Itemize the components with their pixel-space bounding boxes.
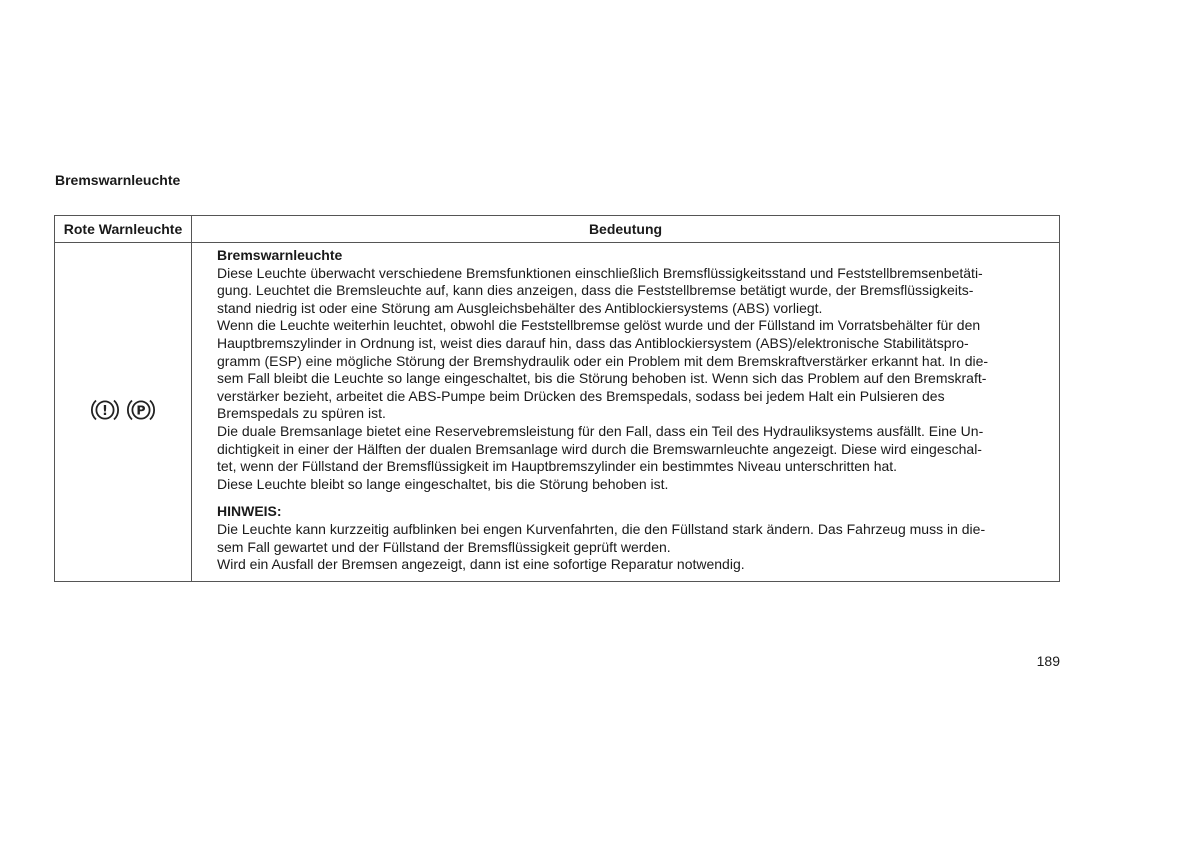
description-line: gramm (ESP) eine mögliche Störung der Bremshydraulik oder ein Problem mit dem Bremskraftverstärker erkannt hat. In die- (217, 352, 989, 369)
description-line: Diese Leuchte bleibt so lange eingeschaltet, bis die Störung behoben ist. (217, 475, 669, 492)
p-glyph: P (136, 402, 146, 418)
meaning-cell (192, 243, 1060, 582)
page-number: 189 (1036, 653, 1060, 669)
description-line: verstärker bezieht, arbeitet die ABS-Pumpe beim Drücken des Bremspedals, sodass bei jedem Halt ein Pulsieren des (217, 387, 945, 404)
header-warning-light: Rote Warnleuchte (55, 216, 192, 243)
description-line: Bremspedals zu spüren ist. (217, 405, 386, 422)
description-line: gung. Leuchtet die Bremsleuchte auf, kann dies anzeigen, dass die Feststellbremse betätigt wurde, der Bremsflüssigkeits- (217, 282, 974, 299)
description-line: Wenn die Leuchte weiterhin leuchtet, obwohl die Feststellbremse gelöst wurde und der Füllstand im Vorratsbehälter für den (217, 317, 981, 334)
parking-brake-icon (126, 398, 156, 422)
table-row (55, 243, 1060, 582)
description-line: Hauptbremszylinder in Ordnung ist, weist dies darauf hin, dass das Antiblockiersystem (ABS)/elektronische Stabilitätspro- (217, 334, 969, 351)
exclamation-glyph: ! (102, 404, 108, 420)
warning-light-cell (55, 243, 192, 582)
section-title: Bremswarnleuchte (55, 172, 181, 188)
brake-exclamation-icon (90, 398, 120, 422)
note-line: sem Fall gewartet und der Füllstand der Bremsflüssigkeit geprüft werden. (217, 538, 671, 555)
entry-title: Bremswarnleuchte (217, 247, 343, 263)
note-line: Wird ein Ausfall der Bremsen angezeigt, dann ist eine sofortige Reparatur notwendig. (217, 556, 745, 573)
description-line: Die duale Bremsanlage bietet eine Reservebremsleistung für den Fall, dass ein Teil des Hydrauliksystems ausfällt. Eine Un- (217, 422, 984, 439)
brake-warning-symbols (90, 398, 156, 422)
description-line: stand niedrig ist oder eine Störung am Ausgleichsbehälter des Antiblockiersystems (ABS) vorliegt. (217, 299, 823, 316)
header-meaning: Bedeutung (192, 216, 1060, 243)
warning-light-table (54, 215, 1060, 582)
description-line: dichtigkeit in einer der Hälften der dualen Bremsanlage wird durch die Bremswarnleuchte angezeigt. Diese wird eingeschal- (217, 440, 982, 457)
description-line: sem Fall bleibt die Leuchte so lange eingeschaltet, bis die Störung behoben ist. Wenn sich das Problem auf den Bremskraft- (217, 370, 987, 387)
note-line: Die Leuchte kann kurzzeitig aufblinken bei engen Kurvenfahrten, die den Füllstand stark ändern. Das Fahrzeug muss in die- (217, 520, 986, 537)
description-line: Diese Leuchte überwacht verschiedene Bremsfunktionen einschließlich Bremsflüssigkeitsstand und Feststellbremsenbetäti- (217, 264, 983, 281)
description-line: tet, wenn der Füllstand der Bremsflüssigkeit im Hauptbremszylinder ein bestimmtes Niveau unterschritten hat. (217, 458, 898, 475)
note-title: HINWEIS: (217, 503, 282, 520)
table-header-row (55, 216, 1060, 243)
description-text (217, 265, 1051, 494)
note-text (217, 521, 1051, 574)
